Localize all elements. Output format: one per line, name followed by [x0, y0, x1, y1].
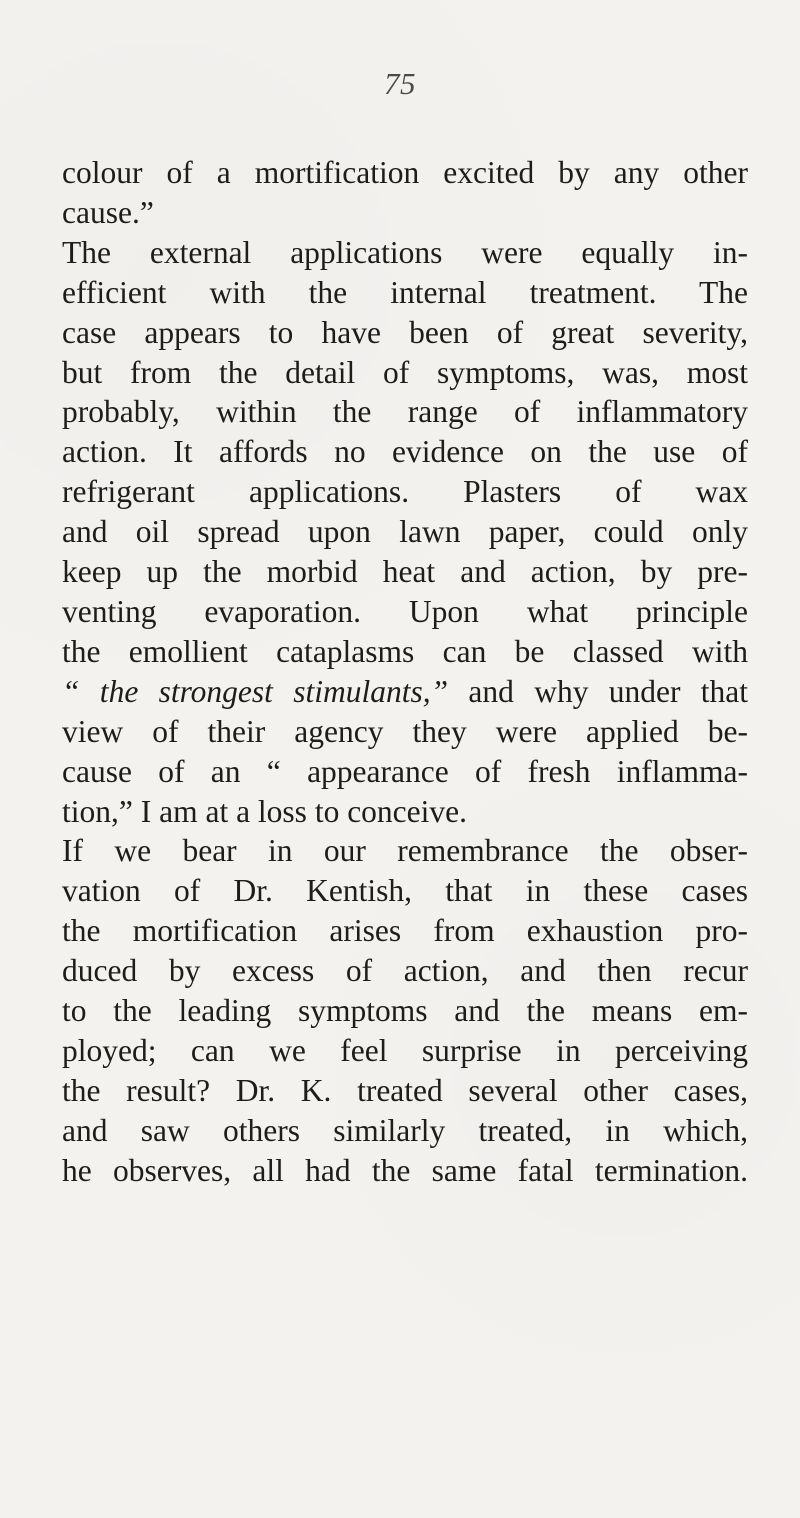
- text-line: cause.”: [62, 194, 154, 230]
- text-line: and oil spread upon lawn paper, could only: [62, 514, 748, 550]
- text-line: keep up the morbid heat and action, by pre-: [62, 554, 748, 590]
- italic-quote: “ the strongest stimulants,”: [62, 673, 449, 709]
- text-line: view of their agency they were applied be-: [62, 713, 748, 749]
- text-line: the emollient cataplasms can be classed with: [62, 633, 748, 669]
- text-line: refrigerant applications. Plasters of wax: [62, 474, 748, 510]
- text-line: The external applications were equally in-: [62, 234, 748, 270]
- text-line: cause of an “ appearance of fresh inflamma-: [62, 753, 748, 789]
- text-line: the mortification arises from exhaustion pro-: [62, 913, 748, 949]
- text-line: and saw others similarly treated, in which,: [62, 1112, 748, 1148]
- text-line: he observes, all had the same fatal termination.: [62, 1152, 748, 1188]
- text-line: action. It affords no evidence on the use of: [62, 434, 748, 470]
- body-text: [62, 153, 748, 1191]
- text-line: the result? Dr. K. treated several other cases,: [62, 1072, 748, 1108]
- text-line: venting evaporation. Upon what principle: [62, 593, 748, 629]
- text-line: duced by excess of action, and then recur: [62, 953, 748, 989]
- text-line: probably, within the range of inflammatory: [62, 394, 748, 430]
- text-line: but from the detail of symptoms, was, most: [62, 354, 748, 390]
- text-line: efficient with the internal treatment. The: [62, 274, 748, 310]
- text-line: tion,” I am at a loss to conceive.: [62, 793, 467, 829]
- text-line: case appears to have been of great severity,: [62, 314, 748, 350]
- text-line: If we bear in our remembrance the obser-: [62, 833, 748, 869]
- text-line-mixed: [62, 672, 748, 712]
- page-number: 75: [384, 66, 416, 101]
- text-line: to the leading symptoms and the means em-: [62, 993, 748, 1029]
- text-line: colour of a mortification excited by any other: [62, 155, 748, 190]
- text-line: ployed; can we feel surprise in perceiving: [62, 1032, 748, 1068]
- text-fragment: and why under that: [448, 673, 748, 709]
- text-line: vation of Dr. Kentish, that in these cases: [62, 873, 748, 909]
